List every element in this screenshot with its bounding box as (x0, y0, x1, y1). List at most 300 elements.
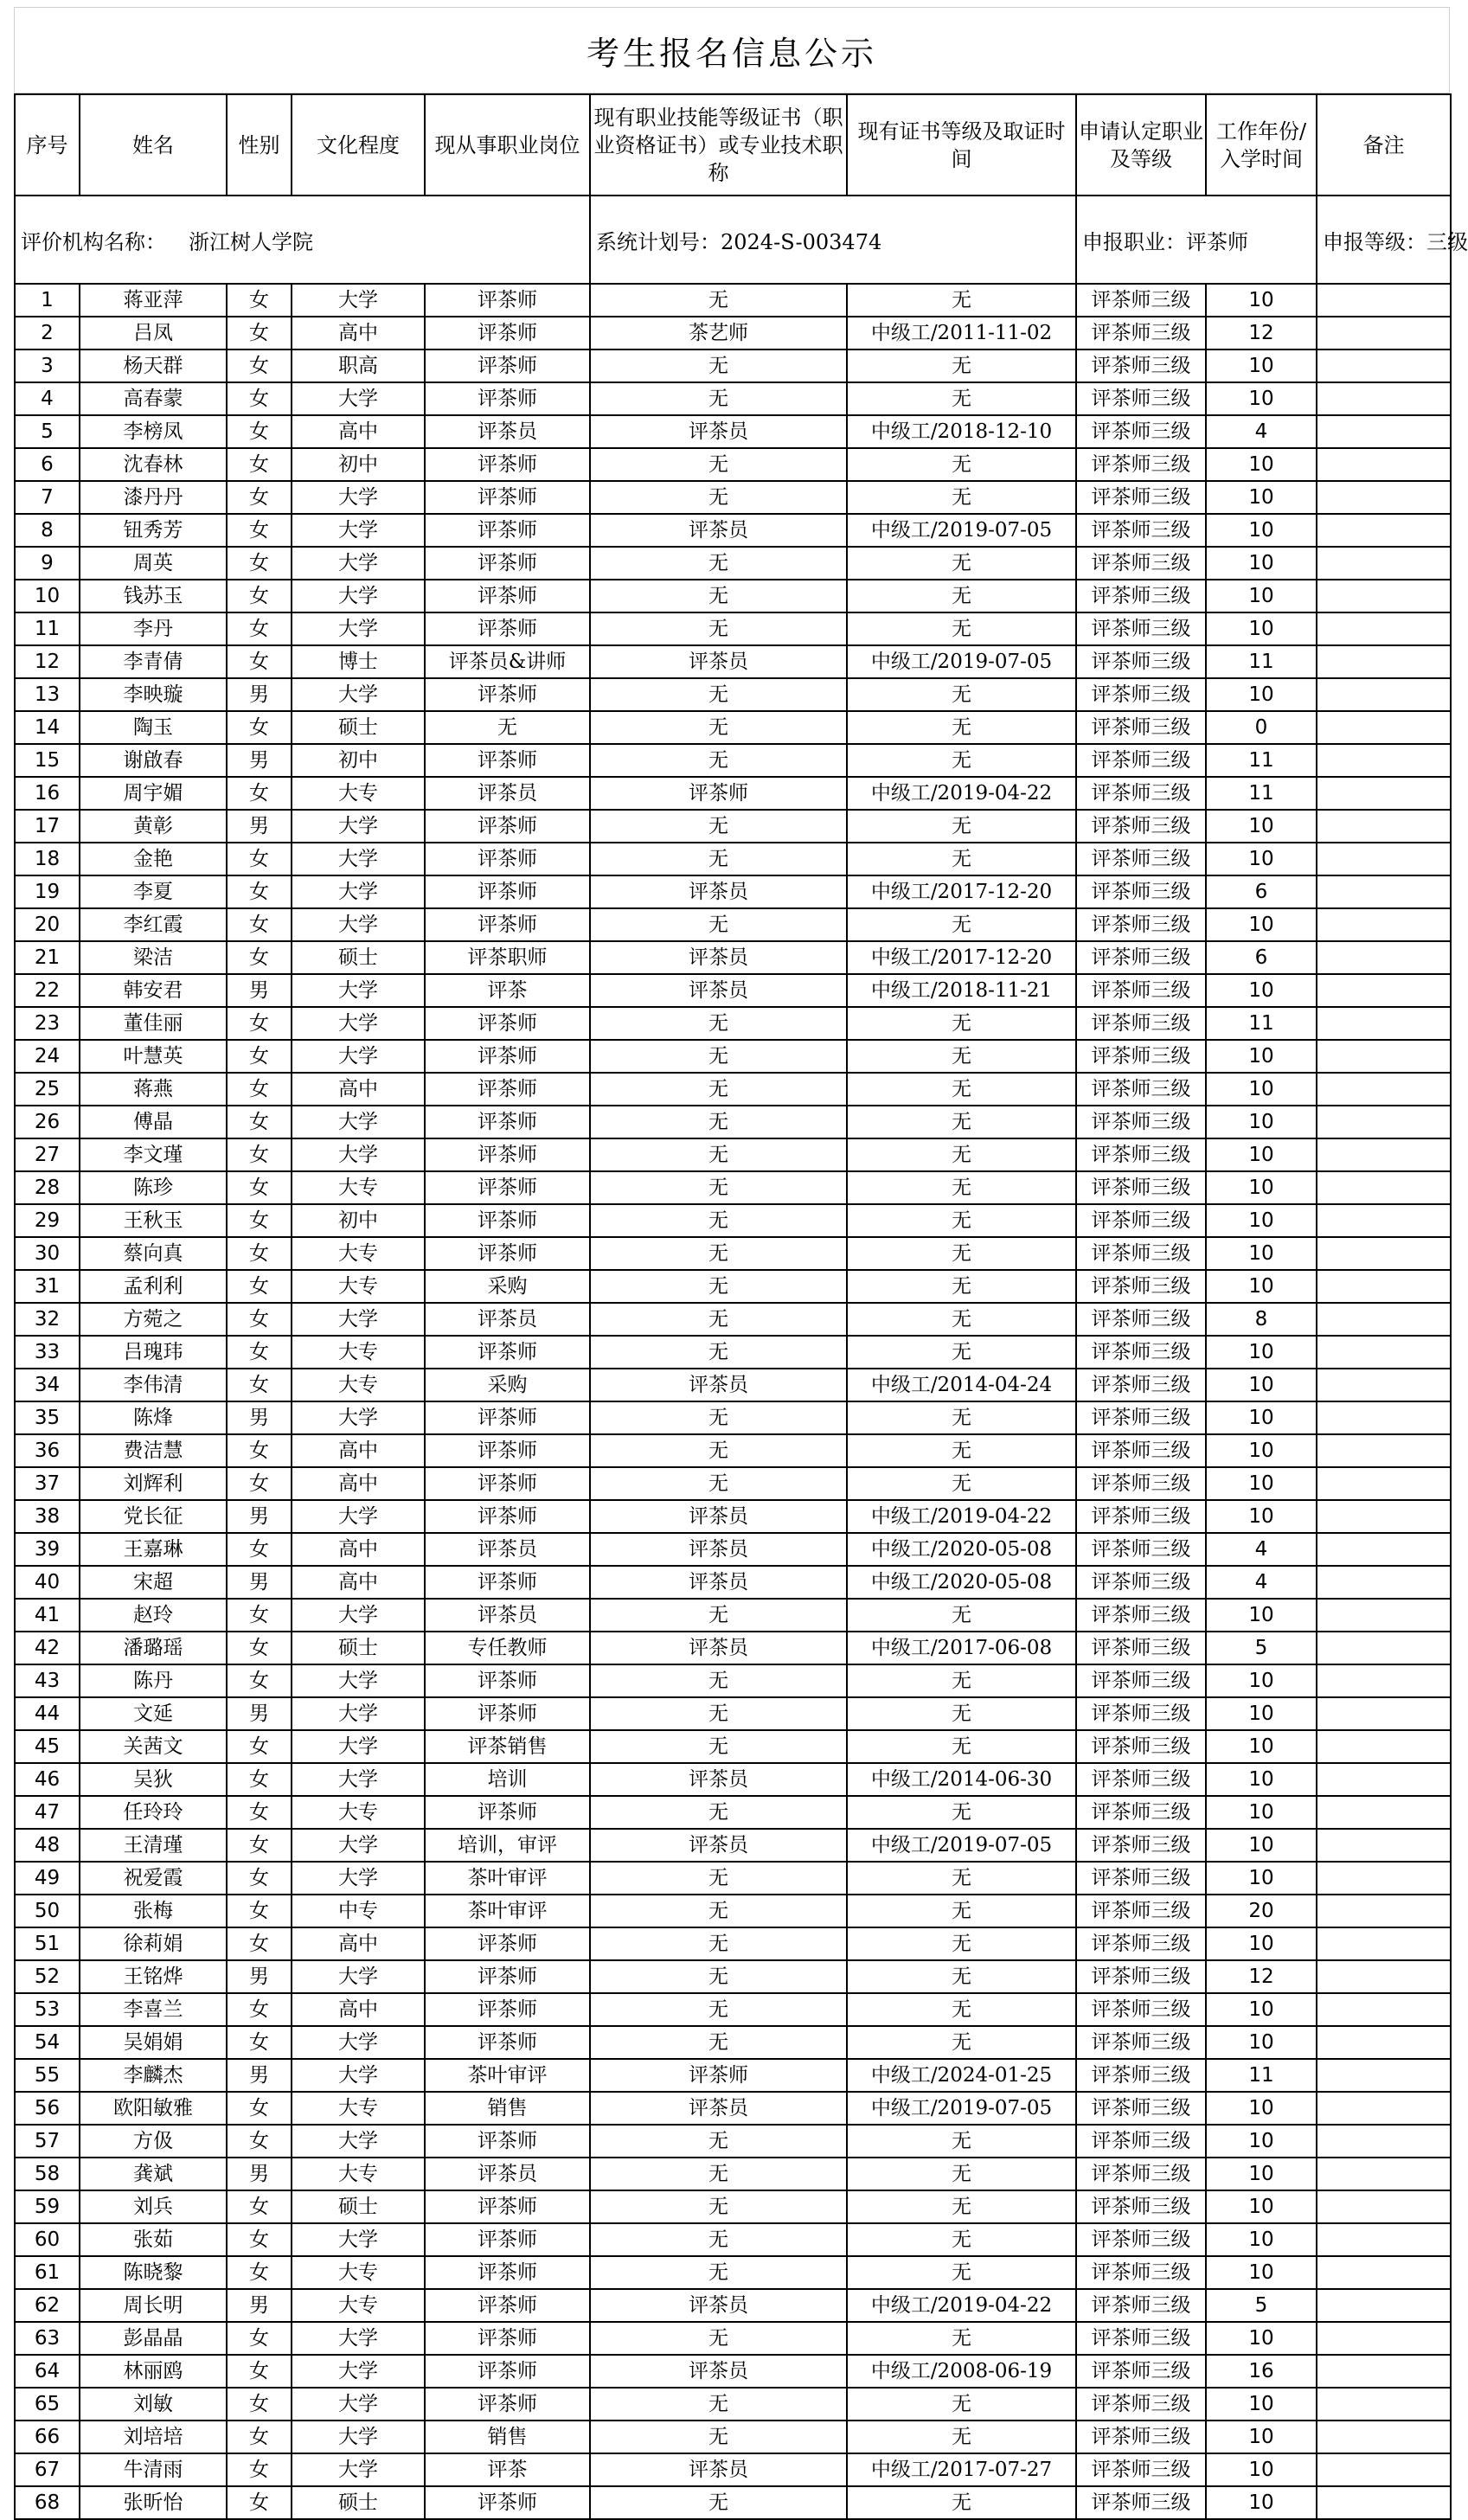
cell-position: 评茶师 (425, 2256, 590, 2289)
table-row (15, 284, 1451, 317)
cell-education: 大学 (292, 382, 425, 415)
cell-work-years: 10 (1206, 1697, 1317, 1730)
cell-certificate: 无 (590, 908, 847, 941)
cell-cert-date: 中级工/2014-06-30 (847, 1763, 1076, 1796)
cell-apply-level: 评茶师三级 (1076, 1138, 1206, 1171)
cell-cert-date: 中级工/2017-07-27 (847, 2453, 1076, 2486)
cell-gender: 女 (227, 711, 292, 744)
table-row (15, 1007, 1451, 1040)
cell-index: 68 (15, 2486, 80, 2519)
cell-gender: 女 (227, 415, 292, 448)
cell-education: 大学 (292, 1138, 425, 1171)
cell-remarks (1317, 1303, 1451, 1336)
cell-education: 大学 (292, 481, 425, 514)
cell-work-years: 16 (1206, 2355, 1317, 2388)
cell-position: 评茶师 (425, 744, 590, 777)
cell-index: 24 (15, 1040, 80, 1073)
cell-index: 59 (15, 2190, 80, 2223)
header-cell-position: 现从事职业岗位 (425, 94, 590, 196)
cell-apply-level: 评茶师三级 (1076, 1303, 1206, 1336)
cell-certificate: 无 (590, 382, 847, 415)
cell-name: 欧阳敏雅 (80, 2092, 227, 2125)
table-row (15, 580, 1451, 612)
table-row (15, 1106, 1451, 1138)
cell-certificate: 评茶员 (590, 514, 847, 547)
cell-cert-date: 中级工/2014-04-24 (847, 1369, 1076, 1401)
cell-name: 宋超 (80, 1566, 227, 1599)
cell-cert-date: 无 (847, 2190, 1076, 2223)
cell-apply-level: 评茶师三级 (1076, 1500, 1206, 1533)
cell-name: 彭晶晶 (80, 2322, 227, 2355)
cell-name: 周英 (80, 547, 227, 580)
cell-gender: 女 (227, 2388, 292, 2421)
cell-position: 评茶师 (425, 1960, 590, 1993)
cell-position: 评茶销售 (425, 1730, 590, 1763)
cell-index: 3 (15, 349, 80, 382)
cell-name: 李麟杰 (80, 2059, 227, 2092)
cell-name: 周长明 (80, 2289, 227, 2322)
cell-index: 14 (15, 711, 80, 744)
cell-certificate: 无 (590, 2322, 847, 2355)
cell-apply-level: 评茶师三级 (1076, 810, 1206, 843)
cell-apply-level: 评茶师三级 (1076, 1007, 1206, 1040)
cell-certificate: 无 (590, 1730, 847, 1763)
cell-apply-level: 评茶师三级 (1076, 2059, 1206, 2092)
cell-remarks (1317, 2026, 1451, 2059)
cell-name: 陈珍 (80, 1171, 227, 1204)
cell-index: 54 (15, 2026, 80, 2059)
table-row (15, 1237, 1451, 1270)
cell-education: 硕士 (292, 2190, 425, 2223)
cell-work-years: 10 (1206, 1763, 1317, 1796)
cell-name: 李夏 (80, 875, 227, 908)
cell-position: 评茶师 (425, 382, 590, 415)
cell-position: 茶叶审评 (425, 1862, 590, 1895)
cell-position: 评茶师 (425, 612, 590, 645)
cell-work-years: 10 (1206, 481, 1317, 514)
cell-remarks (1317, 349, 1451, 382)
table-row (15, 2125, 1451, 2158)
table-row (15, 448, 1451, 481)
cell-position: 评茶师 (425, 580, 590, 612)
cell-name: 李文瑾 (80, 1138, 227, 1171)
cell-cert-date: 无 (847, 547, 1076, 580)
cell-position: 评茶师 (425, 1500, 590, 1533)
cell-position: 专任教师 (425, 1632, 590, 1664)
cell-position: 评茶师 (425, 1993, 590, 2026)
cell-cert-date: 无 (847, 2158, 1076, 2190)
cell-remarks (1317, 2059, 1451, 2092)
cell-name: 费洁慧 (80, 1434, 227, 1467)
cell-work-years: 12 (1206, 1960, 1317, 1993)
cell-gender: 女 (227, 1599, 292, 1632)
cell-cert-date: 无 (847, 843, 1076, 875)
table-header (15, 94, 1451, 196)
cell-work-years: 10 (1206, 2421, 1317, 2453)
cell-remarks (1317, 1073, 1451, 1106)
cell-position: 采购 (425, 1270, 590, 1303)
level-value: 三级 (1426, 229, 1468, 254)
cell-remarks (1317, 1171, 1451, 1204)
cell-work-years: 10 (1206, 2322, 1317, 2355)
cell-certificate: 无 (590, 810, 847, 843)
plan-label: 系统计划号： (596, 229, 721, 254)
cell-position: 评茶师 (425, 284, 590, 317)
cell-certificate: 无 (590, 1171, 847, 1204)
cell-certificate: 无 (590, 547, 847, 580)
cell-education: 大学 (292, 514, 425, 547)
header-cell-education: 文化程度 (292, 94, 425, 196)
cell-position: 评茶师 (425, 349, 590, 382)
table-row (15, 481, 1451, 514)
cell-name: 祝爱霞 (80, 1862, 227, 1895)
table-row (15, 678, 1451, 711)
cell-position: 评茶师 (425, 481, 590, 514)
header-cell-index: 序号 (15, 94, 80, 196)
cell-name: 傅晶 (80, 1106, 227, 1138)
cell-apply-level: 评茶师三级 (1076, 1434, 1206, 1467)
cell-index: 40 (15, 1566, 80, 1599)
cell-education: 大学 (292, 1401, 425, 1434)
cell-gender: 女 (227, 1533, 292, 1566)
cell-index: 39 (15, 1533, 80, 1566)
cell-gender: 女 (227, 1303, 292, 1336)
cell-gender: 女 (227, 1204, 292, 1237)
cell-gender: 男 (227, 1697, 292, 1730)
cell-position: 评茶师 (425, 2322, 590, 2355)
cell-work-years: 5 (1206, 1632, 1317, 1664)
cell-cert-date: 无 (847, 580, 1076, 612)
level-label: 申报等级： (1323, 229, 1426, 254)
cell-name: 钱苏玉 (80, 580, 227, 612)
cell-position: 评茶师 (425, 1171, 590, 1204)
cell-education: 初中 (292, 744, 425, 777)
cell-cert-date: 无 (847, 2322, 1076, 2355)
cell-cert-date: 无 (847, 2486, 1076, 2519)
cell-education: 大学 (292, 843, 425, 875)
cell-remarks (1317, 1697, 1451, 1730)
cell-name: 张昕怡 (80, 2486, 227, 2519)
cell-education: 大学 (292, 2223, 425, 2256)
cell-gender: 男 (227, 744, 292, 777)
cell-index: 19 (15, 875, 80, 908)
cell-name: 漆丹丹 (80, 481, 227, 514)
cell-index: 31 (15, 1270, 80, 1303)
cell-cert-date: 无 (847, 1106, 1076, 1138)
cell-name: 王嘉琳 (80, 1533, 227, 1566)
cell-certificate: 评茶员 (590, 941, 847, 974)
table-row (15, 2322, 1451, 2355)
cell-name: 陈烽 (80, 1401, 227, 1434)
cell-index: 45 (15, 1730, 80, 1763)
cell-certificate: 无 (590, 2125, 847, 2158)
cell-education: 大学 (292, 1007, 425, 1040)
cell-work-years: 10 (1206, 2125, 1317, 2158)
cell-name: 蒋亚萍 (80, 284, 227, 317)
cell-cert-date: 无 (847, 1073, 1076, 1106)
cell-name: 沈春林 (80, 448, 227, 481)
cell-education: 高中 (292, 1073, 425, 1106)
cell-remarks (1317, 1237, 1451, 1270)
cell-education: 高中 (292, 1927, 425, 1960)
cell-certificate: 无 (590, 1599, 847, 1632)
cell-index: 61 (15, 2256, 80, 2289)
cell-position: 无 (425, 711, 590, 744)
cell-remarks (1317, 1500, 1451, 1533)
cell-apply-level: 评茶师三级 (1076, 2453, 1206, 2486)
cell-education: 大学 (292, 1500, 425, 1533)
cell-work-years: 10 (1206, 2190, 1317, 2223)
cell-work-years: 10 (1206, 2223, 1317, 2256)
cell-remarks (1317, 678, 1451, 711)
cell-education: 大学 (292, 1040, 425, 1073)
cell-remarks (1317, 1730, 1451, 1763)
cell-cert-date: 无 (847, 1040, 1076, 1073)
cell-certificate: 无 (590, 1336, 847, 1369)
cell-certificate: 评茶师 (590, 2059, 847, 2092)
cell-education: 大学 (292, 810, 425, 843)
cell-work-years: 20 (1206, 1895, 1317, 1927)
cell-name: 潘璐瑶 (80, 1632, 227, 1664)
cell-name: 文延 (80, 1697, 227, 1730)
cell-apply-level: 评茶师三级 (1076, 1763, 1206, 1796)
cell-remarks (1317, 1960, 1451, 1993)
cell-index: 36 (15, 1434, 80, 1467)
table-row (15, 1664, 1451, 1697)
cell-remarks (1317, 1895, 1451, 1927)
cell-cert-date: 无 (847, 2388, 1076, 2421)
cell-education: 高中 (292, 317, 425, 349)
cell-gender: 女 (227, 1862, 292, 1895)
cell-remarks (1317, 2158, 1451, 2190)
header-cell-apply-level: 申请认定职业及等级 (1076, 94, 1206, 196)
cell-education: 高中 (292, 1467, 425, 1500)
cell-index: 58 (15, 2158, 80, 2190)
cell-index: 52 (15, 1960, 80, 1993)
cell-apply-level: 评茶师三级 (1076, 1862, 1206, 1895)
cell-gender: 男 (227, 678, 292, 711)
cell-cert-date: 无 (847, 1401, 1076, 1434)
cell-education: 大专 (292, 1369, 425, 1401)
cell-work-years: 10 (1206, 284, 1317, 317)
cell-apply-level: 评茶师三级 (1076, 2026, 1206, 2059)
cell-apply-level: 评茶师三级 (1076, 415, 1206, 448)
cell-index: 5 (15, 415, 80, 448)
cell-apply-level: 评茶师三级 (1076, 1467, 1206, 1500)
cell-name: 王秋玉 (80, 1204, 227, 1237)
cell-cert-date: 无 (847, 284, 1076, 317)
cell-gender: 男 (227, 974, 292, 1007)
cell-work-years: 10 (1206, 2256, 1317, 2289)
cell-work-years: 10 (1206, 612, 1317, 645)
cell-certificate: 无 (590, 2388, 847, 2421)
cell-education: 大学 (292, 974, 425, 1007)
cell-index: 55 (15, 2059, 80, 2092)
cell-apply-level: 评茶师三级 (1076, 580, 1206, 612)
cell-position: 评茶师 (425, 2355, 590, 2388)
cell-certificate: 无 (590, 843, 847, 875)
cell-gender: 女 (227, 2486, 292, 2519)
cell-index: 42 (15, 1632, 80, 1664)
cell-position: 评茶师 (425, 1237, 590, 1270)
cell-position: 评茶员 (425, 415, 590, 448)
cell-certificate: 评茶员 (590, 1369, 847, 1401)
cell-position: 评茶师 (425, 1040, 590, 1073)
cell-position: 评茶师 (425, 1204, 590, 1237)
cell-index: 57 (15, 2125, 80, 2158)
cell-index: 13 (15, 678, 80, 711)
cell-name: 张茹 (80, 2223, 227, 2256)
table-row (15, 645, 1451, 678)
cell-education: 大学 (292, 2125, 425, 2158)
table-row (15, 941, 1451, 974)
cell-education: 大学 (292, 1664, 425, 1697)
cell-remarks (1317, 1796, 1451, 1829)
cell-education: 大学 (292, 2322, 425, 2355)
cell-education: 大专 (292, 1796, 425, 1829)
cell-remarks (1317, 1106, 1451, 1138)
cell-education: 大学 (292, 1599, 425, 1632)
cell-gender: 男 (227, 1566, 292, 1599)
cell-education: 大学 (292, 580, 425, 612)
table-row (15, 382, 1451, 415)
cell-gender: 女 (227, 1138, 292, 1171)
cell-education: 大学 (292, 2453, 425, 2486)
cell-apply-level: 评茶师三级 (1076, 514, 1206, 547)
cell-name: 任玲玲 (80, 1796, 227, 1829)
cell-apply-level: 评茶师三级 (1076, 1336, 1206, 1369)
cell-index: 16 (15, 777, 80, 810)
cell-apply-level: 评茶师三级 (1076, 2256, 1206, 2289)
cell-cert-date: 无 (847, 1237, 1076, 1270)
cell-work-years: 10 (1206, 1434, 1317, 1467)
cell-education: 大专 (292, 2256, 425, 2289)
cell-index: 65 (15, 2388, 80, 2421)
cell-position: 评茶师 (425, 1467, 590, 1500)
cell-education: 高中 (292, 1566, 425, 1599)
cell-remarks (1317, 1599, 1451, 1632)
cell-certificate: 评茶员 (590, 1533, 847, 1566)
cell-certificate: 无 (590, 1106, 847, 1138)
cell-name: 韩安君 (80, 974, 227, 1007)
cell-gender: 女 (227, 1369, 292, 1401)
cell-cert-date: 中级工/2017-06-08 (847, 1632, 1076, 1664)
cell-gender: 女 (227, 1730, 292, 1763)
cell-index: 63 (15, 2322, 80, 2355)
cell-certificate: 无 (590, 2256, 847, 2289)
cell-remarks (1317, 1369, 1451, 1401)
cell-education: 高中 (292, 1993, 425, 2026)
cell-work-years: 4 (1206, 1566, 1317, 1599)
cell-index: 17 (15, 810, 80, 843)
cell-apply-level: 评茶师三级 (1076, 2125, 1206, 2158)
cell-name: 吴狄 (80, 1763, 227, 1796)
cell-index: 18 (15, 843, 80, 875)
cell-apply-level: 评茶师三级 (1076, 1960, 1206, 1993)
cell-index: 7 (15, 481, 80, 514)
cell-work-years: 10 (1206, 1730, 1317, 1763)
cell-position: 培训 (425, 1763, 590, 1796)
job-label: 申报职业： (1082, 229, 1186, 254)
table-row (15, 415, 1451, 448)
cell-gender: 女 (227, 580, 292, 612)
table-row (15, 2388, 1451, 2421)
cell-certificate: 无 (590, 2190, 847, 2223)
cell-position: 评茶师 (425, 514, 590, 547)
cell-work-years: 10 (1206, 1138, 1317, 1171)
cell-index: 22 (15, 974, 80, 1007)
cell-apply-level: 评茶师三级 (1076, 1401, 1206, 1434)
cell-work-years: 10 (1206, 908, 1317, 941)
cell-apply-level: 评茶师三级 (1076, 1927, 1206, 1960)
cell-certificate: 无 (590, 1040, 847, 1073)
cell-certificate: 无 (590, 1697, 847, 1730)
cell-certificate: 评茶员 (590, 2289, 847, 2322)
cell-remarks (1317, 2322, 1451, 2355)
cell-apply-level: 评茶师三级 (1076, 2322, 1206, 2355)
table-row (15, 1040, 1451, 1073)
cell-name: 徐莉娟 (80, 1927, 227, 1960)
org-value: 浙江树人学院 (189, 229, 313, 254)
cell-cert-date: 无 (847, 1730, 1076, 1763)
table-row (15, 514, 1451, 547)
cell-work-years: 10 (1206, 382, 1317, 415)
table-row (15, 1993, 1451, 2026)
info-section (15, 196, 1468, 284)
table-row (15, 2026, 1451, 2059)
cell-certificate: 无 (590, 1796, 847, 1829)
cell-work-years: 6 (1206, 875, 1317, 908)
cell-certificate: 无 (590, 1138, 847, 1171)
cell-position: 评茶师 (425, 2125, 590, 2158)
cell-remarks (1317, 777, 1451, 810)
cell-remarks (1317, 1862, 1451, 1895)
cell-name: 谢啟春 (80, 744, 227, 777)
cell-index: 47 (15, 1796, 80, 1829)
cell-remarks (1317, 744, 1451, 777)
cell-remarks (1317, 481, 1451, 514)
cell-apply-level: 评茶师三级 (1076, 1171, 1206, 1204)
cell-education: 大学 (292, 2059, 425, 2092)
cell-work-years: 6 (1206, 941, 1317, 974)
cell-index: 37 (15, 1467, 80, 1500)
cell-name: 方菀之 (80, 1303, 227, 1336)
cell-work-years: 12 (1206, 317, 1317, 349)
cell-certificate: 评茶员 (590, 1763, 847, 1796)
cell-remarks (1317, 711, 1451, 744)
cell-gender: 女 (227, 1993, 292, 2026)
cell-work-years: 11 (1206, 1007, 1317, 1040)
cell-index: 8 (15, 514, 80, 547)
cell-position: 评茶师 (425, 2486, 590, 2519)
cell-education: 大专 (292, 1237, 425, 1270)
cell-position: 销售 (425, 2092, 590, 2125)
cell-work-years: 10 (1206, 547, 1317, 580)
table-row (15, 1401, 1451, 1434)
cell-position: 评茶师 (425, 875, 590, 908)
cell-position: 培训，审评 (425, 1829, 590, 1862)
cell-position: 评茶师 (425, 1927, 590, 1960)
cell-education: 大学 (292, 908, 425, 941)
cell-certificate: 无 (590, 2421, 847, 2453)
table-row (15, 1303, 1451, 1336)
cell-remarks (1317, 645, 1451, 678)
cell-cert-date: 中级工/2019-04-22 (847, 1500, 1076, 1533)
table-row (15, 1566, 1451, 1599)
cell-cert-date: 无 (847, 1993, 1076, 2026)
cell-position: 评茶 (425, 974, 590, 1007)
cell-cert-date: 中级工/2008-06-19 (847, 2355, 1076, 2388)
